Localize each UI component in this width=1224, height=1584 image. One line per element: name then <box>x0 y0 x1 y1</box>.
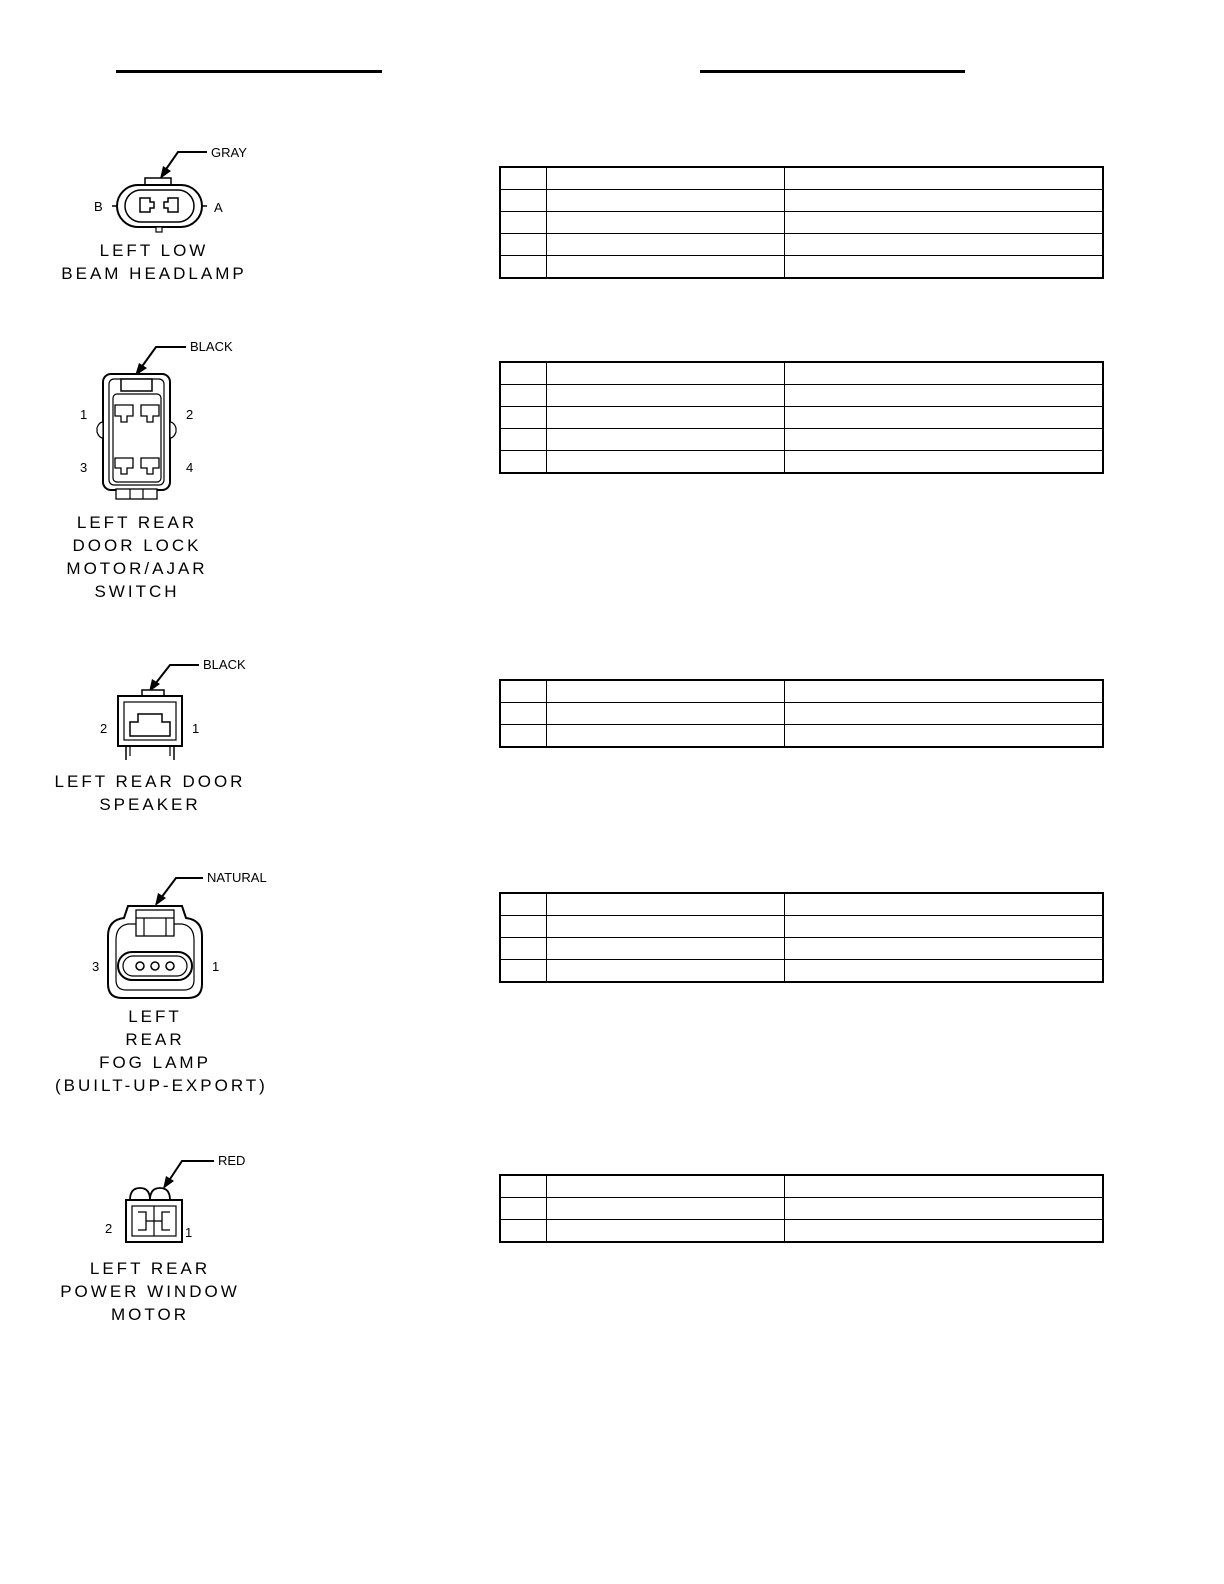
headlamp-pin-a: A <box>214 200 223 215</box>
table-row <box>500 167 1103 190</box>
window-motor-pin-2: 2 <box>105 1221 113 1236</box>
speaker-caption-line: LEFT REAR DOOR <box>54 772 246 791</box>
speaker-color-label: BLACK <box>203 657 246 672</box>
door-lock-caption-line: DOOR LOCK <box>72 536 202 555</box>
door-lock-pin-1: 1 <box>80 407 88 422</box>
speaker-caption-line: SPEAKER <box>99 795 201 814</box>
table-row <box>500 893 1103 916</box>
fog-lamp-pin-3: 3 <box>92 959 100 974</box>
table-row <box>500 938 1103 960</box>
fog-lamp-caption-line: LEFT <box>128 1007 182 1026</box>
fog-lamp-caption-line: FOG LAMP <box>99 1053 211 1072</box>
headlamp-pin-table <box>499 166 1104 279</box>
headlamp-pin-b: B <box>94 199 103 214</box>
window-motor-color-label: RED <box>218 1153 246 1168</box>
fog-lamp-pin-table <box>499 892 1104 983</box>
table-row <box>500 429 1103 451</box>
window-motor-connector-icon <box>0 0 300 1260</box>
table-row <box>500 212 1103 234</box>
table-row <box>500 703 1103 725</box>
door-lock-caption-line: LEFT REAR <box>76 513 198 532</box>
table-row <box>500 407 1103 429</box>
table-row <box>500 916 1103 938</box>
door-lock-pin-4: 4 <box>186 460 194 475</box>
window-motor-caption-line: LEFT REAR <box>89 1259 211 1278</box>
speaker-pin-1: 1 <box>192 721 200 736</box>
table-row <box>500 256 1103 279</box>
table-row <box>500 190 1103 212</box>
door-lock-caption-line: MOTOR/AJAR <box>66 559 208 578</box>
fog-lamp-pin-1: 1 <box>212 959 220 974</box>
table-row <box>500 362 1103 385</box>
table-row <box>500 385 1103 407</box>
door-lock-pin-2: 2 <box>186 407 194 422</box>
headlamp-color-label: GRAY <box>211 145 247 160</box>
headlamp-caption-line: LEFT LOW <box>99 241 209 260</box>
table-row <box>500 1198 1103 1220</box>
headlamp-caption-line: BEAM HEADLAMP <box>61 264 247 283</box>
table-row <box>500 725 1103 748</box>
table-row <box>500 234 1103 256</box>
table-row <box>500 451 1103 474</box>
door-lock-pin-3: 3 <box>80 460 88 475</box>
speaker-pin-2: 2 <box>100 721 108 736</box>
header-rule-right <box>700 70 965 73</box>
window-motor-caption-line: POWER WINDOW <box>60 1282 240 1301</box>
door-lock-color-label: BLACK <box>190 339 233 354</box>
window-motor-pin-1: 1 <box>185 1225 193 1240</box>
table-row <box>500 680 1103 703</box>
window-motor-caption <box>50 1257 250 1326</box>
window-motor-connector-diagram <box>0 0 300 1260</box>
speaker-pin-table <box>499 679 1104 748</box>
fog-lamp-color-label: NATURAL <box>207 870 267 885</box>
fog-lamp-caption-line: (BUILT-UP-EXPORT) <box>55 1076 268 1095</box>
window-motor-caption-line: MOTOR <box>111 1305 189 1324</box>
table-row <box>500 960 1103 983</box>
door-lock-pin-table <box>499 361 1104 474</box>
table-row <box>500 1220 1103 1243</box>
fog-lamp-caption-line: REAR <box>125 1030 185 1049</box>
table-row <box>500 1175 1103 1198</box>
window-motor-pin-table <box>499 1174 1104 1243</box>
door-lock-caption-line: SWITCH <box>94 582 180 601</box>
